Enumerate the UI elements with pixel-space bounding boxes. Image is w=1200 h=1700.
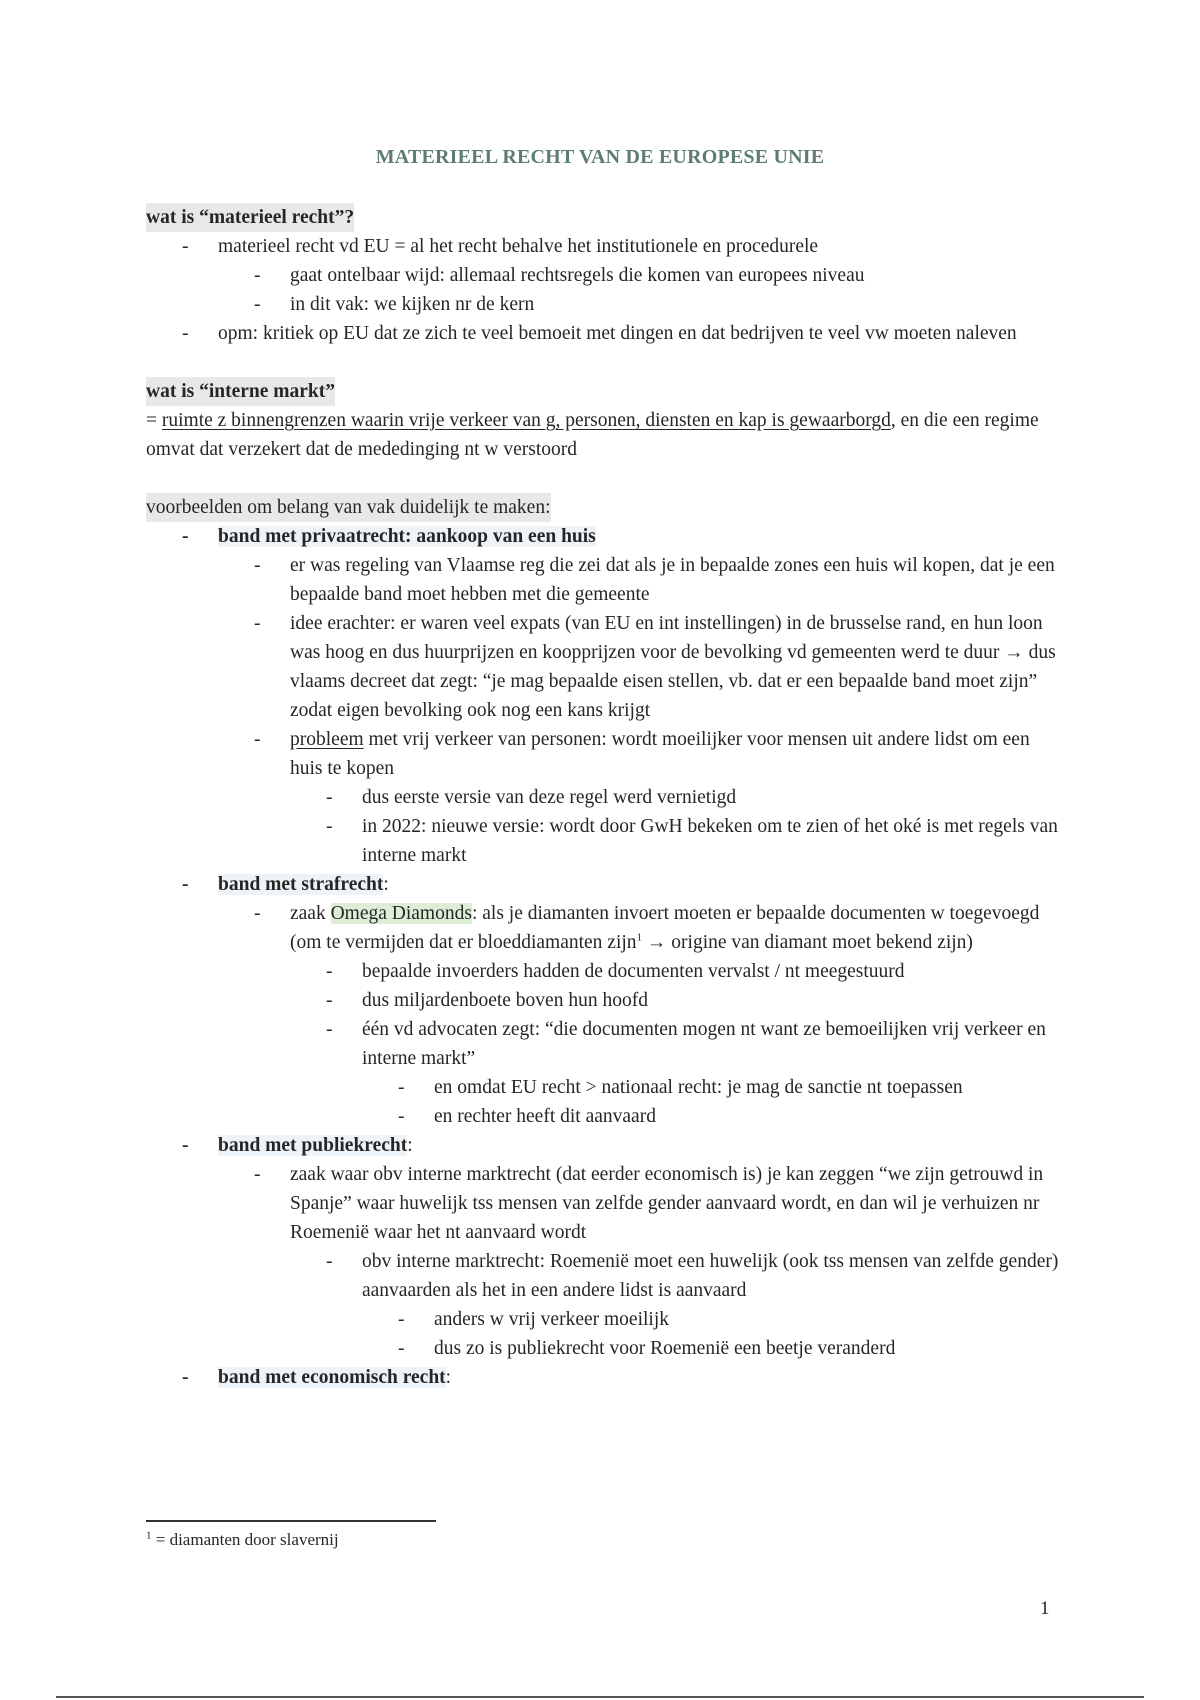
list-item: - idee erachter: er waren veel expats (van EU en int instellingen) in de brusselse rand, en hun loon was hoog en dus huurprijzen en koopprijzen voor de bevolking vd gemeenten werd te duur → dus vlaams decreet dat zegt: “je mag bepaalde eisen stellen, vb. dat er een bepaalde band moet zijn” zodat eigen bevolking ook nog een kans krijgt bbox=[218, 609, 1066, 725]
heading-materieel-recht: wat is “materieel recht”? bbox=[146, 203, 354, 232]
definition-interne-markt: = ruimte z binnengrenzen waarin vrije verkeer van g, personen, diensten en kap is gewaarborgd, en die een regime omvat dat verzekert dat de mededinging nt w verstoord bbox=[146, 410, 1039, 460]
list-item: - obv interne marktrecht: Roemenië moet een huwelijk (ook tss mensen van zelfde gender) aanvaarden als het in een andere lidst is aanvaard - anders w vrij verkeer moeilijk - dus zo is publiekrecht voor Roemenië een beetje veranderd bbox=[290, 1247, 1066, 1363]
list-item: - in dit vak: we kijken nr de kern bbox=[218, 290, 1066, 319]
footnote-separator bbox=[146, 1520, 436, 1522]
document-title: MATERIEEL RECHT VAN DE EUROPESE UNIE bbox=[375, 146, 825, 168]
list-item: - er was regeling van Vlaamse reg die zei dat als je in bepaalde zones een huis wil kopen, dat je een bepaalde band moet hebben met die gemeente bbox=[218, 551, 1066, 609]
list-item: - één vd advocaten zegt: “die documenten mogen nt want ze bemoeilijken vrij verkeer en interne markt” - en omdat EU recht > nationaal recht: je mag de sanctie nt toepassen - en rechter heeft dit aanvaard bbox=[290, 1015, 1066, 1131]
list-item: - dus miljardenboete boven hun hoofd bbox=[290, 986, 1066, 1015]
list-item: - opm: kritiek op EU dat ze zich te veel bemoeit met dingen en dat bedrijven te veel vw moeten naleven bbox=[146, 319, 1066, 348]
list-item: - dus eerste versie van deze regel werd vernietigd bbox=[290, 783, 1066, 812]
list-item-economisch-recht: - band met economisch recht: bbox=[146, 1363, 1066, 1392]
list-item: - dus zo is publiekrecht voor Roemenië een beetje veranderd bbox=[362, 1334, 1066, 1363]
list-item-privaatrecht: - band met privaatrecht: aankoop van een huis - er was regeling van Vlaamse reg die zei dat als je in bepaalde zones een huis wil kopen, dat je een bepaalde band moet hebben met die gemeente - idee erachter: er waren veel expats (van EU en int instellingen) in de brusselse rand, en hun loon was hoog en dus huurprijzen en koopprijzen voor de bevolking vd gemeenten werd te duur → dus vlaams decreet dat zegt: “je mag bepaalde eisen stellen, vb. dat er een bepaalde band moet zijn” zodat eigen bevolking ook nog een kans krijgt - probleem met vrij verkeer van personen: wordt moeilijker voor mensen uit andere lidst om een huis te kopen - dus eerste versie van deze regel werd vernietigd - in 2022: nieuwe versie: wordt door GwH bekeken om te zien of het oké is met regels van interne markt bbox=[146, 522, 1066, 870]
list-item: - in 2022: nieuwe versie: wordt door GwH bekeken om te zien of het oké is met regels van interne markt bbox=[290, 812, 1066, 870]
page-bottom-divider bbox=[56, 1696, 1144, 1698]
list-item: - zaak Omega Diamonds: als je diamanten invoert moeten er bepaalde documenten w toegevoegd (om te vermijden dat er bloeddiamanten zijn$^1$ → origine van diamant moet bekend zijn) - bepaalde invoerders hadden de documenten vervalst / nt meegestuurd - dus miljardenboete boven hun hoofd - één vd advocaten zegt: “die documenten mogen nt want ze bemoeilijken vrij verkeer en interne markt” - en omdat EU recht > nationaal recht: je mag de sanctie nt toepassen - en rechter heeft dit aanvaard bbox=[218, 899, 1066, 1131]
list-item: - bepaalde invoerders hadden de documenten vervalst / nt meegestuurd bbox=[290, 957, 1066, 986]
page-number: 1 bbox=[1040, 1598, 1050, 1619]
list-item-strafrecht: - band met strafrecht: - zaak Omega Diamonds: als je diamanten invoert moeten er bepaalde documenten w toegevoegd (om te vermijden dat er bloeddiamanten zijn$^1$ → origine van diamant moet bekend zijn) - bepaalde invoerders hadden de documenten vervalst / nt meegestuurd - dus miljardenboete boven hun hoofd - één vd advocaten zegt: “die documenten mogen nt want ze bemoeilijken vrij verkeer en interne markt” - en omdat EU recht > nationaal recht: je mag de sanctie nt toepassen - en rechter heeft dit aanvaard bbox=[146, 870, 1066, 1131]
list-item: - anders w vrij verkeer moeilijk bbox=[362, 1305, 1066, 1334]
list-item: - en rechter heeft dit aanvaard bbox=[362, 1102, 1066, 1131]
list-materieel-recht bbox=[146, 232, 1066, 348]
list-item: - materieel recht vd EU = al het recht behalve het institutionele en procedurele - gaat ontelbaar wijd: allemaal rechtsregels die komen van europees niveau - in dit vak: we kijken nr de kern bbox=[146, 232, 1066, 319]
document-body bbox=[146, 203, 1066, 1392]
list-item: - probleem met vrij verkeer van personen: wordt moeilijker voor mensen uit andere lidst om een huis te kopen - dus eerste versie van deze regel werd vernietigd - in 2022: nieuwe versie: wordt door GwH bekeken om te zien of het oké is met regels van interne markt bbox=[218, 725, 1066, 870]
list-voorbeelden bbox=[146, 522, 1066, 1392]
list-item: - zaak waar obv interne marktrecht (dat eerder economisch is) je kan zeggen “we zijn getrouwd in Spanje” waar huwelijk tss mensen van zelfde gender aanvaard wordt, en dan wil je verhuizen nr Roemenië waar het nt aanvaard wordt - obv interne marktrecht: Roemenië moet een huwelijk (ook tss mensen van zelfde gender) aanvaarden als het in een andere lidst is aanvaard - anders w vrij verkeer moeilijk - dus zo is publiekrecht voor Roemenië een beetje veranderd bbox=[218, 1160, 1066, 1363]
list-item: - gaat ontelbaar wijd: allemaal rechtsregels die komen van europees niveau bbox=[218, 261, 1066, 290]
footnote-ref: 1 bbox=[636, 931, 643, 944]
heading-voorbeelden: voorbeelden om belang van vak duidelijk te maken: bbox=[146, 493, 551, 522]
heading-interne-markt: wat is “interne markt” bbox=[146, 377, 335, 406]
list-item-publiekrecht: - band met publiekrecht: - zaak waar obv interne marktrecht (dat eerder economisch is) je kan zeggen “we zijn getrouwd in Spanje” waar huwelijk tss mensen van zelfde gender aanvaard wordt, en dan wil je verhuizen nr Roemenië waar het nt aanvaard wordt - obv interne marktrecht: Roemenië moet een huwelijk (ook tss mensen van zelfde gender) aanvaarden als het in een andere lidst is aanvaard - anders w vrij verkeer moeilijk - dus zo is publiekrecht voor Roemenië een beetje veranderd bbox=[146, 1131, 1066, 1363]
footnote: $^1$ = diamanten door slavernij bbox=[146, 1529, 339, 1549]
highlight-omega-diamonds: Omega Diamonds bbox=[330, 903, 472, 924]
list-item: - en omdat EU recht > nationaal recht: je mag de sanctie nt toepassen bbox=[362, 1073, 1066, 1102]
